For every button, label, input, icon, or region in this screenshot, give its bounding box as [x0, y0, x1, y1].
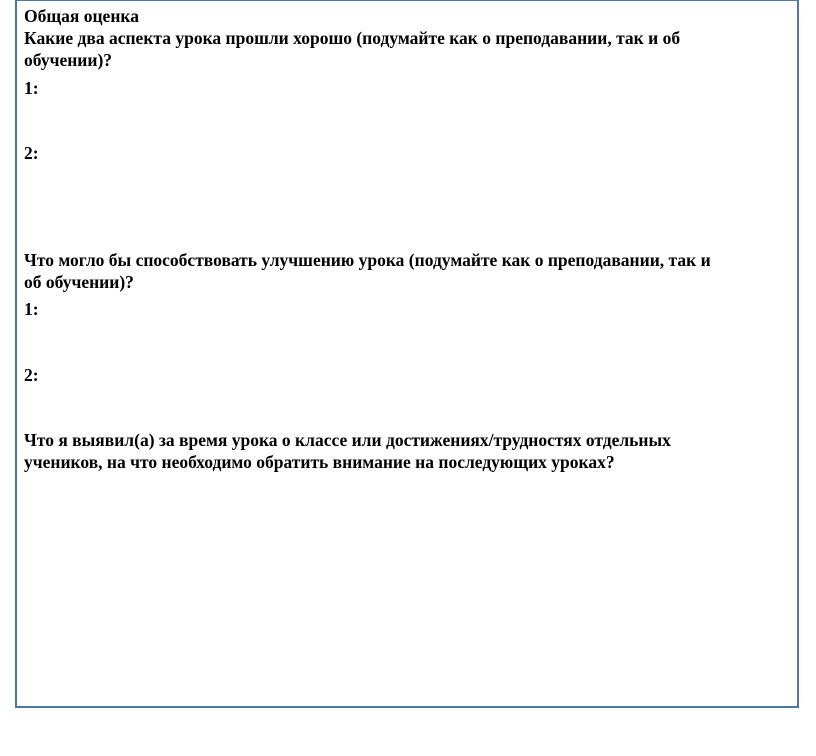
form-heading: Общая оценка [24, 6, 139, 26]
question-2-answer-2-label: 2: [24, 365, 39, 385]
question-1-text-line-2: обучении)? [24, 50, 113, 70]
question-1-answer-1-label: 1: [24, 78, 39, 98]
question-2-answer-1-label: 1: [24, 299, 39, 319]
question-1-text-line-1: Какие два аспекта урока прошли хорошо (подумайте как о преподавании, так и об [24, 28, 681, 48]
question-2-text-line-2: об обучении)? [24, 272, 134, 292]
question-3-text-line-1: Что я выявил(а) за время урока о классе или достижениях/трудностях отдельных [24, 430, 671, 450]
question-2-text-line-1: Что могло бы способствовать улучшению урока (подумайте как о преподавании, так и [24, 250, 711, 270]
question-1-answer-2-label: 2: [24, 143, 39, 163]
evaluation-form-frame [15, 0, 799, 708]
question-3-text-line-2: учеников, на что необходимо обратить внимание на последующих уроках? [24, 452, 615, 472]
